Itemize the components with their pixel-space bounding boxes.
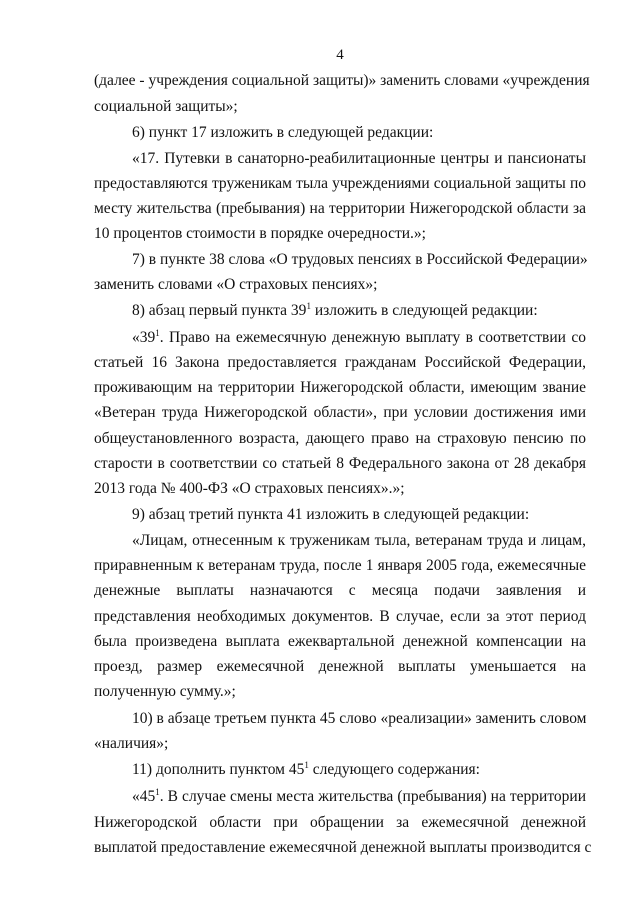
text-line xyxy=(94,174,586,194)
text-line xyxy=(94,682,236,702)
text-line xyxy=(132,531,586,551)
text-line xyxy=(94,97,238,117)
text-line xyxy=(94,199,586,219)
text-segment: 7) в пункте 38 слова «О трудовых пенсиях в Российской Федерации» xyxy=(132,251,588,268)
text-line xyxy=(94,71,590,91)
text-line xyxy=(94,224,426,244)
text-segment: (далее - учреждения социальной защиты)» заменить словами «учреждения xyxy=(94,72,590,89)
text-line xyxy=(132,709,586,729)
text-segment: была произведена выплата ежеквартальной денежной компенсации на xyxy=(94,633,586,650)
text-segment: статьей 16 Закона предоставляется гражданам Российской Федерации, xyxy=(94,354,586,371)
text-segment: денежные выплаты назначаются с месяца подачи заявления и xyxy=(94,582,586,599)
text-line xyxy=(94,454,586,474)
text-line xyxy=(94,813,586,833)
text-line xyxy=(94,607,586,627)
text-segment: 2013 года № 400-ФЗ «О страховых пенсиях».»; xyxy=(94,480,405,497)
text-line xyxy=(132,505,529,525)
text-line xyxy=(132,250,586,270)
page-number: 4 xyxy=(336,47,344,63)
text-line xyxy=(94,838,592,858)
text-segment: «17. Путевки в санаторно-реабилитационные центры и пансионаты xyxy=(132,150,586,167)
text-segment: проезд, размер ежемесячной денежной выплаты уменьшается на xyxy=(94,658,586,675)
text-segment: месту жительства (пребывания) на территории Нижегородской области за xyxy=(94,200,586,217)
text-segment: предоставляются труженикам тыла учреждениями социальной защиты по xyxy=(94,175,586,192)
text-segment: 10 процентов стоимости в порядке очередности.»; xyxy=(94,225,426,242)
text-segment: полученную сумму.»; xyxy=(94,683,236,700)
text-segment: представления необходимых документов. В случае, если за этот период xyxy=(94,608,586,625)
text-segment: «Ветеран труда Нижегородской области», при условии достижения ими xyxy=(94,404,586,421)
superscript: 1 xyxy=(304,760,309,770)
text-line xyxy=(132,760,480,780)
superscript: 1 xyxy=(306,301,311,311)
text-line xyxy=(94,632,586,652)
text-line xyxy=(132,787,586,807)
text-line xyxy=(94,581,586,601)
text-segment: «наличия»; xyxy=(94,735,169,752)
text-line xyxy=(94,378,586,398)
text-line xyxy=(132,123,433,143)
text-segment: приравненным к ветеранам труда, после 1 января 2005 года, ежемесячные xyxy=(94,557,586,574)
text-segment: Нижегородской области при обращении за ежемесячной денежной xyxy=(94,814,586,831)
text-line xyxy=(132,149,586,169)
text-segment: следующего содержания: xyxy=(308,761,480,778)
text-line xyxy=(132,301,538,321)
text-segment: «39 xyxy=(132,329,156,346)
text-segment: 8) абзац первый пункта 39 xyxy=(132,302,307,319)
text-segment: «45 xyxy=(132,788,156,805)
text-line xyxy=(94,734,168,754)
text-segment: «Лицам, отнесенным к труженикам тыла, ветеранам труда и лицам, xyxy=(132,532,586,549)
superscript: 1 xyxy=(155,328,160,338)
text-segment: 6) пункт 17 изложить в следующей редакции: xyxy=(132,124,434,141)
text-segment: проживающим на территории Нижегородской области, имеющим звание xyxy=(94,379,586,396)
text-segment: общеустановленного возраста, дающего право на страховую пенсию по xyxy=(94,430,586,447)
text-line xyxy=(94,429,586,449)
text-segment: социальной защиты»; xyxy=(94,98,238,115)
text-line xyxy=(94,556,586,576)
superscript: 1 xyxy=(155,787,160,797)
text-segment: . В случае смены места жительства (пребывания) на территории xyxy=(159,788,586,805)
text-line xyxy=(132,328,586,348)
text-segment: изложить в следующей редакции: xyxy=(310,302,538,319)
text-line xyxy=(94,403,586,423)
text-line xyxy=(94,353,586,373)
text-segment: старости в соответствии со статьей 8 Федерального закона от 28 декабря xyxy=(94,455,586,472)
text-line xyxy=(94,275,377,295)
text-segment: 10) в абзаце третьем пункта 45 слово «реализации» заменить словом xyxy=(132,710,587,727)
text-line xyxy=(94,657,586,677)
text-segment: 11) дополнить пунктом 45 xyxy=(132,761,305,778)
text-segment: 9) абзац третий пункта 41 изложить в следующей редакции: xyxy=(132,506,530,523)
text-segment: заменить словами «О страховых пенсиях»; xyxy=(94,276,378,293)
text-line xyxy=(94,479,405,499)
text-segment: выплатой предоставление ежемесячной денежной выплаты производится с xyxy=(94,839,592,856)
text-segment: . Право на ежемесячную денежную выплату в соответствии со xyxy=(159,329,586,346)
